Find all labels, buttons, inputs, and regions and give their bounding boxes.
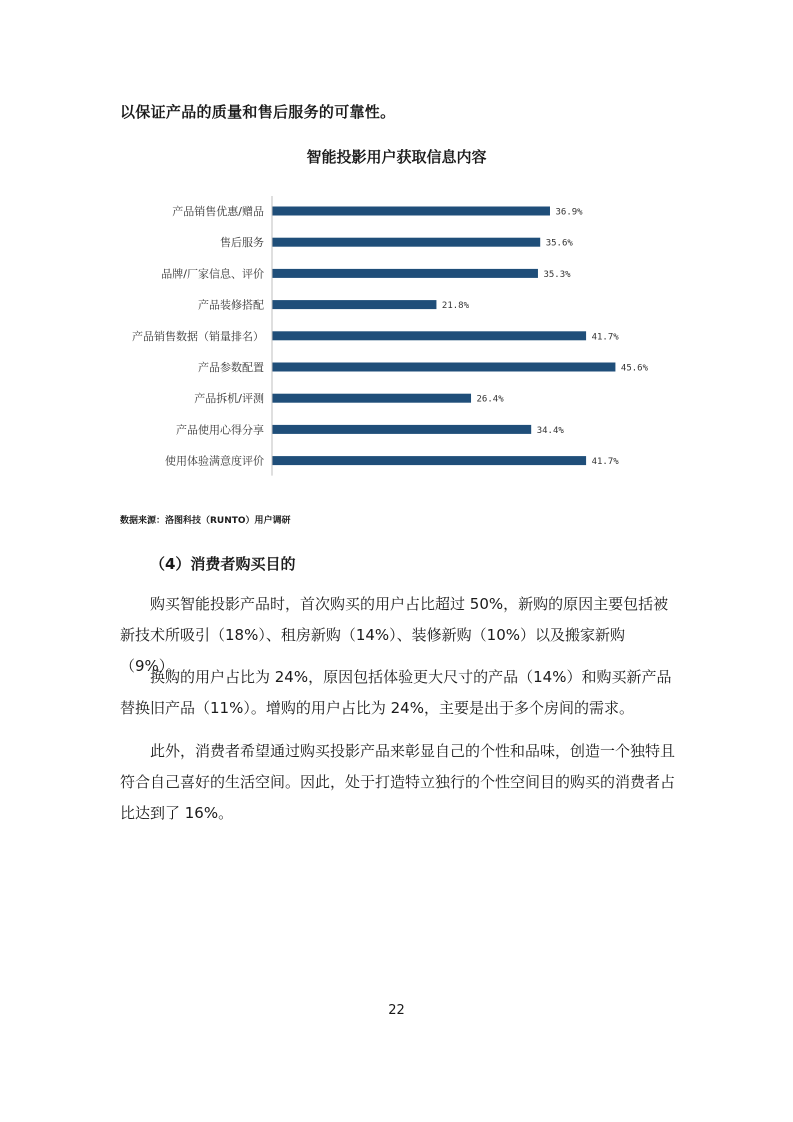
section-heading: （4）消费者购买目的 [150,555,296,573]
data-label: 36.9% [555,207,583,218]
category-label: 产品参数配置 [198,361,264,374]
bar [273,269,538,278]
data-label: 35.3% [543,269,571,280]
bar [273,394,472,403]
category-label: 产品销售优惠/赠品 [172,205,264,218]
bar [273,425,532,434]
category-label: 品牌/厂家信息、评价 [161,267,264,281]
data-label: 35.6% [545,238,573,249]
category-label: 产品装修搭配 [198,298,264,312]
page-number: 22 [388,1003,405,1018]
data-label: 26.4% [476,394,504,405]
category-label: 产品销售数据（销量排名） [132,329,264,343]
data-label: 41.7% [591,457,619,468]
chart-title: 智能投影用户获取信息内容 [306,148,487,166]
category-label: 售后服务 [220,236,264,250]
bar [273,300,437,309]
bar [273,238,541,247]
category-label: 使用体验满意度评价 [165,454,264,468]
bar [273,207,550,216]
bar [273,331,587,340]
paragraph-2: 换购的用户占比为 24%，原因包括体验更大尺寸的产品（14%）和购买新产品替换旧产品（11%）。增购的用户占比为 24%，主要是出于多个房间的需求。 [120,668,672,717]
data-label: 41.7% [591,332,619,343]
data-label: 34.4% [536,425,564,436]
bar [273,456,587,465]
source-note: 数据来源：洛图科技（RUNTO）用户调研 [120,516,291,526]
bar-chart [0,190,793,480]
top-line-text: 以保证产品的质量和售后服务的可靠性。 [120,103,396,121]
data-label: 45.6% [620,363,649,374]
paragraph-1: 购买智能投影产品时，首次购买的用户占比超过 50%，新购的原因主要包括被新技术所吸引（18%）、租房新购（14%）、装修新购（10%）以及搬家新购（9%）。 [120,595,669,675]
data-label: 21.8% [441,301,470,312]
bar [273,363,616,372]
paragraph-3: 此外，消费者希望通过购买投影产品来彰显自己的个性和品味，创造一个独特且符合自己喜好的生活空间。因此，处于打造特立独行的个性空间目的购买的消费者占比达到了 16%。 [120,742,676,822]
category-label: 产品拆机/评测 [194,392,264,406]
category-label: 产品使用心得分享 [176,423,264,437]
